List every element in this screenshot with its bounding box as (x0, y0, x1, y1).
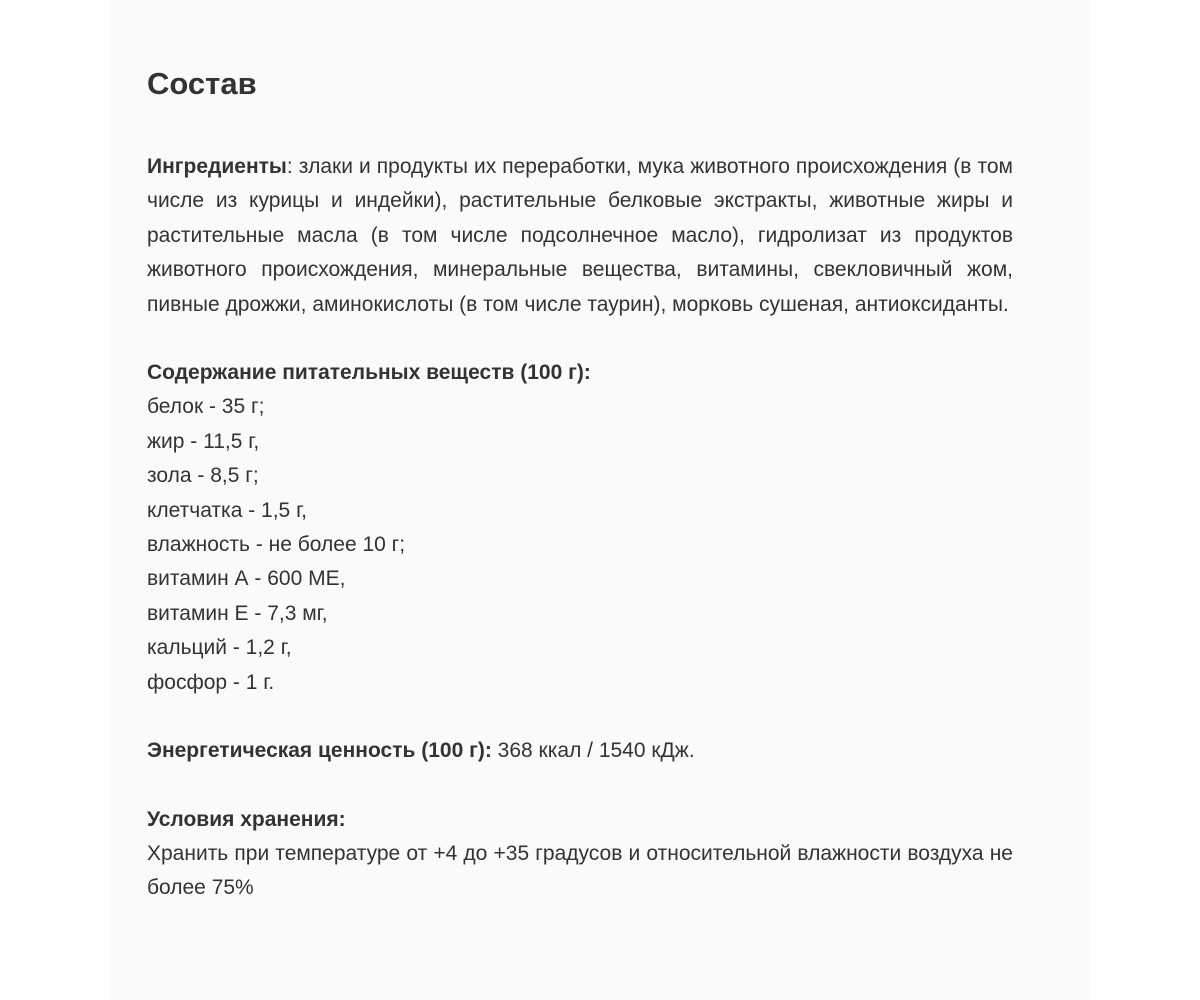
nutrient-item: клетчатка - 1,5 г, (147, 498, 308, 522)
nutrient-item: кальций - 1,2 г, (147, 636, 292, 660)
ingredients-separator: : (286, 155, 299, 178)
nutrient-item: жир - 11,5 г, (147, 429, 260, 453)
storage-block (147, 803, 1013, 906)
nutrients-block (147, 356, 1013, 700)
nutrient-item: белок - 35 г; (147, 395, 265, 419)
ingredients-text: злаки и продукты их переработки, мука животного происхождения (в том числе из курицы и индейки), растительные белковые экстракты, животные жиры и растительные масла (в том числе подсолнечное масло), гидролизат из продуктов животного происхождения, минеральные вещества, витамины, свекловичный жом, пивные дрожжи, аминокислоты (в том числе таурин), морковь сушеная, антиоксиданты. (147, 155, 1013, 316)
storage-heading: Условия хранения: (147, 807, 346, 831)
storage-text: Хранить при температуре от +4 до +35 градусов и относительной влажности воздуха не более 75% (147, 841, 1013, 900)
nutrient-item: витамин А - 600 МЕ, (147, 567, 346, 591)
energy-label: Энергетическая ценность (100 г): (147, 739, 492, 763)
nutrient-item: фосфор - 1 г. (147, 670, 275, 694)
product-composition-section (147, 64, 1013, 906)
section-title: Состав (147, 66, 257, 101)
nutrients-heading: Содержание питательных веществ (100 г): (147, 361, 591, 385)
ingredients-label: Ингредиенты (147, 155, 287, 178)
energy-paragraph (147, 734, 1013, 768)
nutrient-item: витамин Е - 7,3 мг, (147, 601, 328, 625)
ingredients-paragraph (147, 150, 1013, 322)
energy-value: 368 ккал / 1540 кДж. (491, 739, 695, 763)
nutrient-item: влажность - не более 10 г; (147, 533, 406, 557)
nutrient-item: зола - 8,5 г; (147, 464, 259, 488)
